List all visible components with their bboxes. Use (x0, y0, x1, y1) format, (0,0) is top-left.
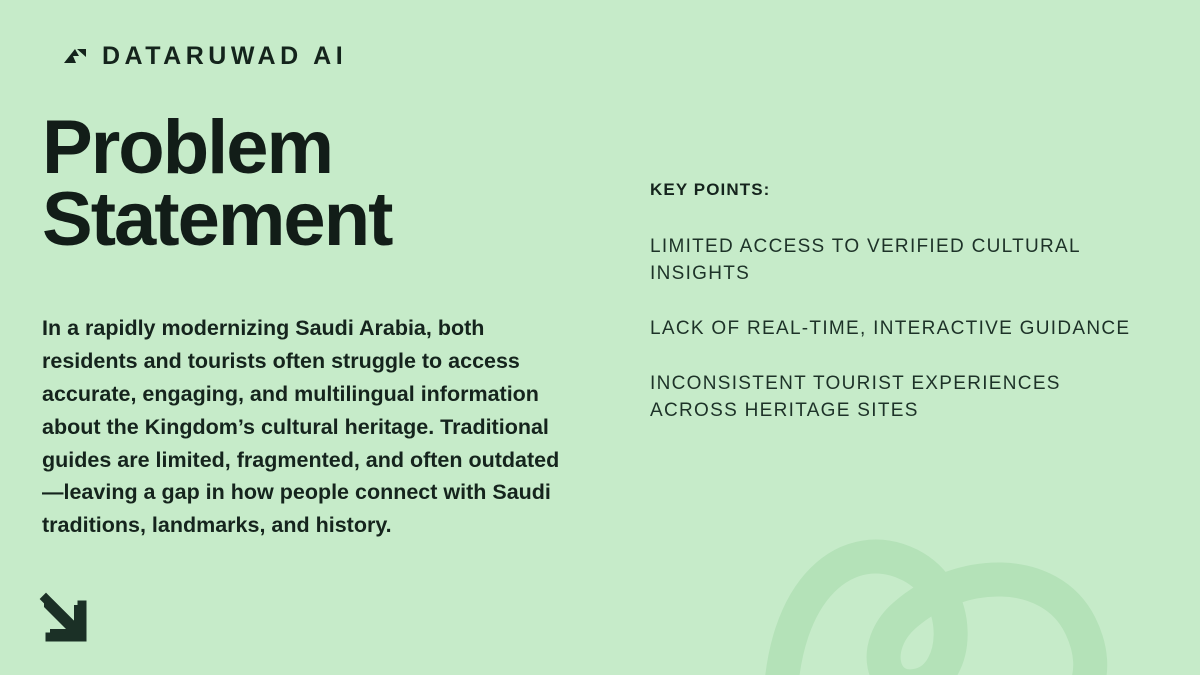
page-title (42, 105, 662, 263)
wave-decoration-icon (720, 415, 1200, 675)
key-point-item: INCONSISTENT TOURIST EXPERIENCES ACROSS HERITAGE SITES (650, 372, 1061, 421)
body-paragraph: In a rapidly modernizing Saudi Arabia, both residents and tourists often struggle to access accurate, engaging, and multilingual information about the Kingdom’s cultural heritage. Traditional guides are limited, fragmented, and often outdated—leaving a gap in how people connect with Saudi traditions, landmarks, and history. (42, 316, 560, 538)
page-title-line-2: Statement (42, 177, 392, 263)
key-points-label: KEY POINTS: (650, 180, 771, 199)
key-point-item: LIMITED ACCESS TO VERIFIED CULTURAL INSIGHTS (650, 236, 1081, 284)
key-points-section (650, 180, 1150, 425)
key-point-item: LACK OF REAL-TIME, INTERACTIVE GUIDANCE (650, 317, 1131, 339)
brand-name: DATARUWAD AI (102, 42, 348, 70)
arrow-down-right-icon (36, 591, 88, 643)
brand-logo (62, 42, 347, 71)
logo-mark-icon (62, 44, 88, 70)
page-title-line-1: Problem (42, 105, 333, 190)
